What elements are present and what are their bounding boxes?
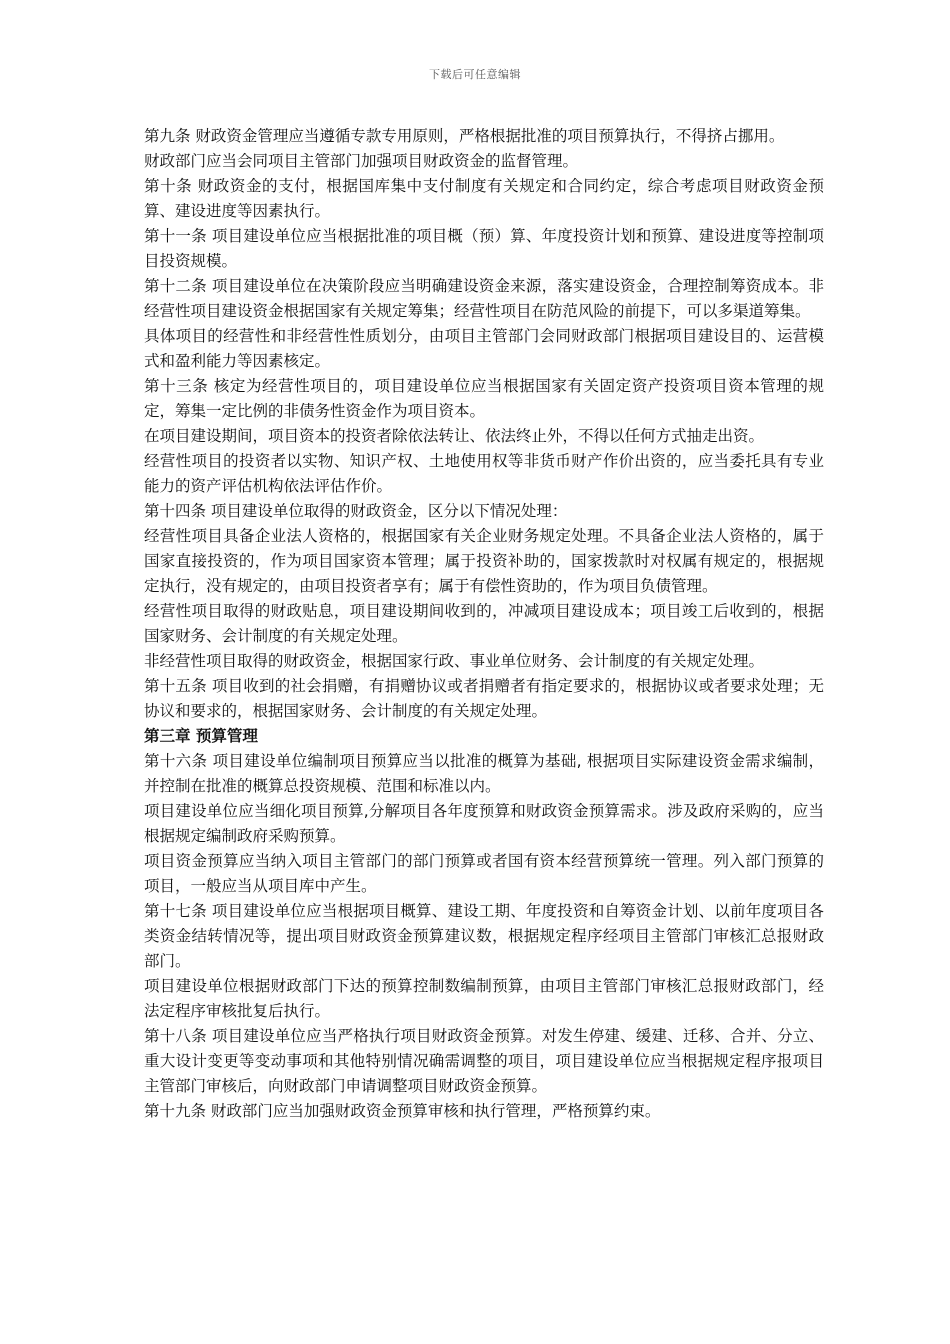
paragraph: 第十二条 项目建设单位在决策阶段应当明确建设资金来源，落实建设资金，合理控制筹资成本。非经营性项目建设资金根据国家有关规定筹集；经营性项目在防范风险的前提下，可以多渠道筹集。	[144, 277, 824, 320]
paragraph: 具体项目的经营性和非经营性性质划分，由项目主管部门会同财政部门根据项目建设目的、运营模式和盈利能力等因素核定。	[144, 327, 824, 370]
paragraph: 第九条 财政资金管理应当遵循专款专用原则，严格根据批准的项目预算执行，不得挤占挪用。	[144, 127, 785, 145]
chapter-heading: 第三章 预算管理	[144, 727, 258, 745]
paragraph: 第十七条 项目建设单位应当根据项目概算、建设工期、年度投资和自筹资金计划、以前年度项目各类资金结转情况等，提出项目财政资金预算建议数，根据规定程序经项目主管部门审核汇总报财政部门。	[144, 902, 824, 970]
paragraph: 财政部门应当会同项目主管部门加强项目财政资金的监督管理。	[144, 152, 579, 170]
paragraph: 非经营性项目取得的财政资金，根据国家行政、事业单位财务、会计制度的有关规定处理。	[144, 652, 765, 670]
paragraph: 第十五条 项目收到的社会捐赠，有捐赠协议或者捐赠者有指定要求的，根据协议或者要求处理；无协议和要求的，根据国家财务、会计制度的有关规定处理。	[144, 677, 824, 720]
paragraph: 在项目建设期间，项目资本的投资者除依法转让、依法终止外，不得以任何方式抽走出资。	[144, 427, 765, 445]
paragraph: 项目建设单位应当细化项目预算,分解项目各年度预算和财政资金预算需求。涉及政府采购的，应当根据规定编制政府采购预算。	[144, 802, 824, 845]
paragraph: 经营性项目具备企业法人资格的，根据国家有关企业财务规定处理。不具备企业法人资格的，属于国家直接投资的，作为项目国家资本管理；属于投资补助的，国家拨款时对权属有规定的，根据规定执行，没有规定的，由项目投资者享有；属于有偿性资助的，作为项目负债管理。	[144, 527, 824, 595]
document-body	[144, 124, 824, 1124]
paragraph: 项目资金预算应当纳入项目主管部门的部门预算或者国有资本经营预算统一管理。列入部门预算的项目，一般应当从项目库中产生。	[144, 852, 824, 895]
paragraph: 第十八条 项目建设单位应当严格执行项目财政资金预算。对发生停建、缓建、迁移、合并、分立、重大设计变更等变动事项和其他特别情况确需调整的项目，项目建设单位应当根据规定程序报项目主管部门审核后，向财政部门申请调整项目财政资金预算。	[144, 1027, 824, 1095]
paragraph: 第十六条 项目建设单位编制项目预算应当以批准的概算为基础, 根据项目实际建设资金需求编制，并控制在批准的概算总投资规模、范围和标准以内。	[144, 752, 824, 795]
paragraph: 第十三条 核定为经营性项目的，项目建设单位应当根据国家有关固定资产投资项目资本管理的规定，筹集一定比例的非债务性资金作为项目资本。	[144, 377, 824, 420]
paragraph: 项目建设单位根据财政部门下达的预算控制数编制预算，由项目主管部门审核汇总报财政部门，经法定程序审核批复后执行。	[144, 977, 824, 1020]
paragraph: 经营性项目取得的财政贴息，项目建设期间收到的，冲减项目建设成本；项目竣工后收到的，根据国家财务、会计制度的有关规定处理。	[144, 602, 824, 645]
paragraph: 经营性项目的投资者以实物、知识产权、土地使用权等非货币财产作价出资的，应当委托具有专业能力的资产评估机构依法评估作价。	[144, 452, 824, 495]
paragraph: 第十四条 项目建设单位取得的财政资金，区分以下情况处理：	[144, 502, 568, 520]
paragraph: 第十一条 项目建设单位应当根据批准的项目概（预）算、年度投资计划和预算、建设进度等控制项目投资规模。	[144, 227, 824, 270]
paragraph: 第十九条 财政部门应当加强财政资金预算审核和执行管理，严格预算约束。	[144, 1102, 661, 1120]
page-header: 下载后可任意编辑	[429, 68, 521, 81]
paragraph: 第十条 财政资金的支付，根据国库集中支付制度有关规定和合同约定，综合考虑项目财政资金预算、建设进度等因素执行。	[144, 177, 824, 220]
